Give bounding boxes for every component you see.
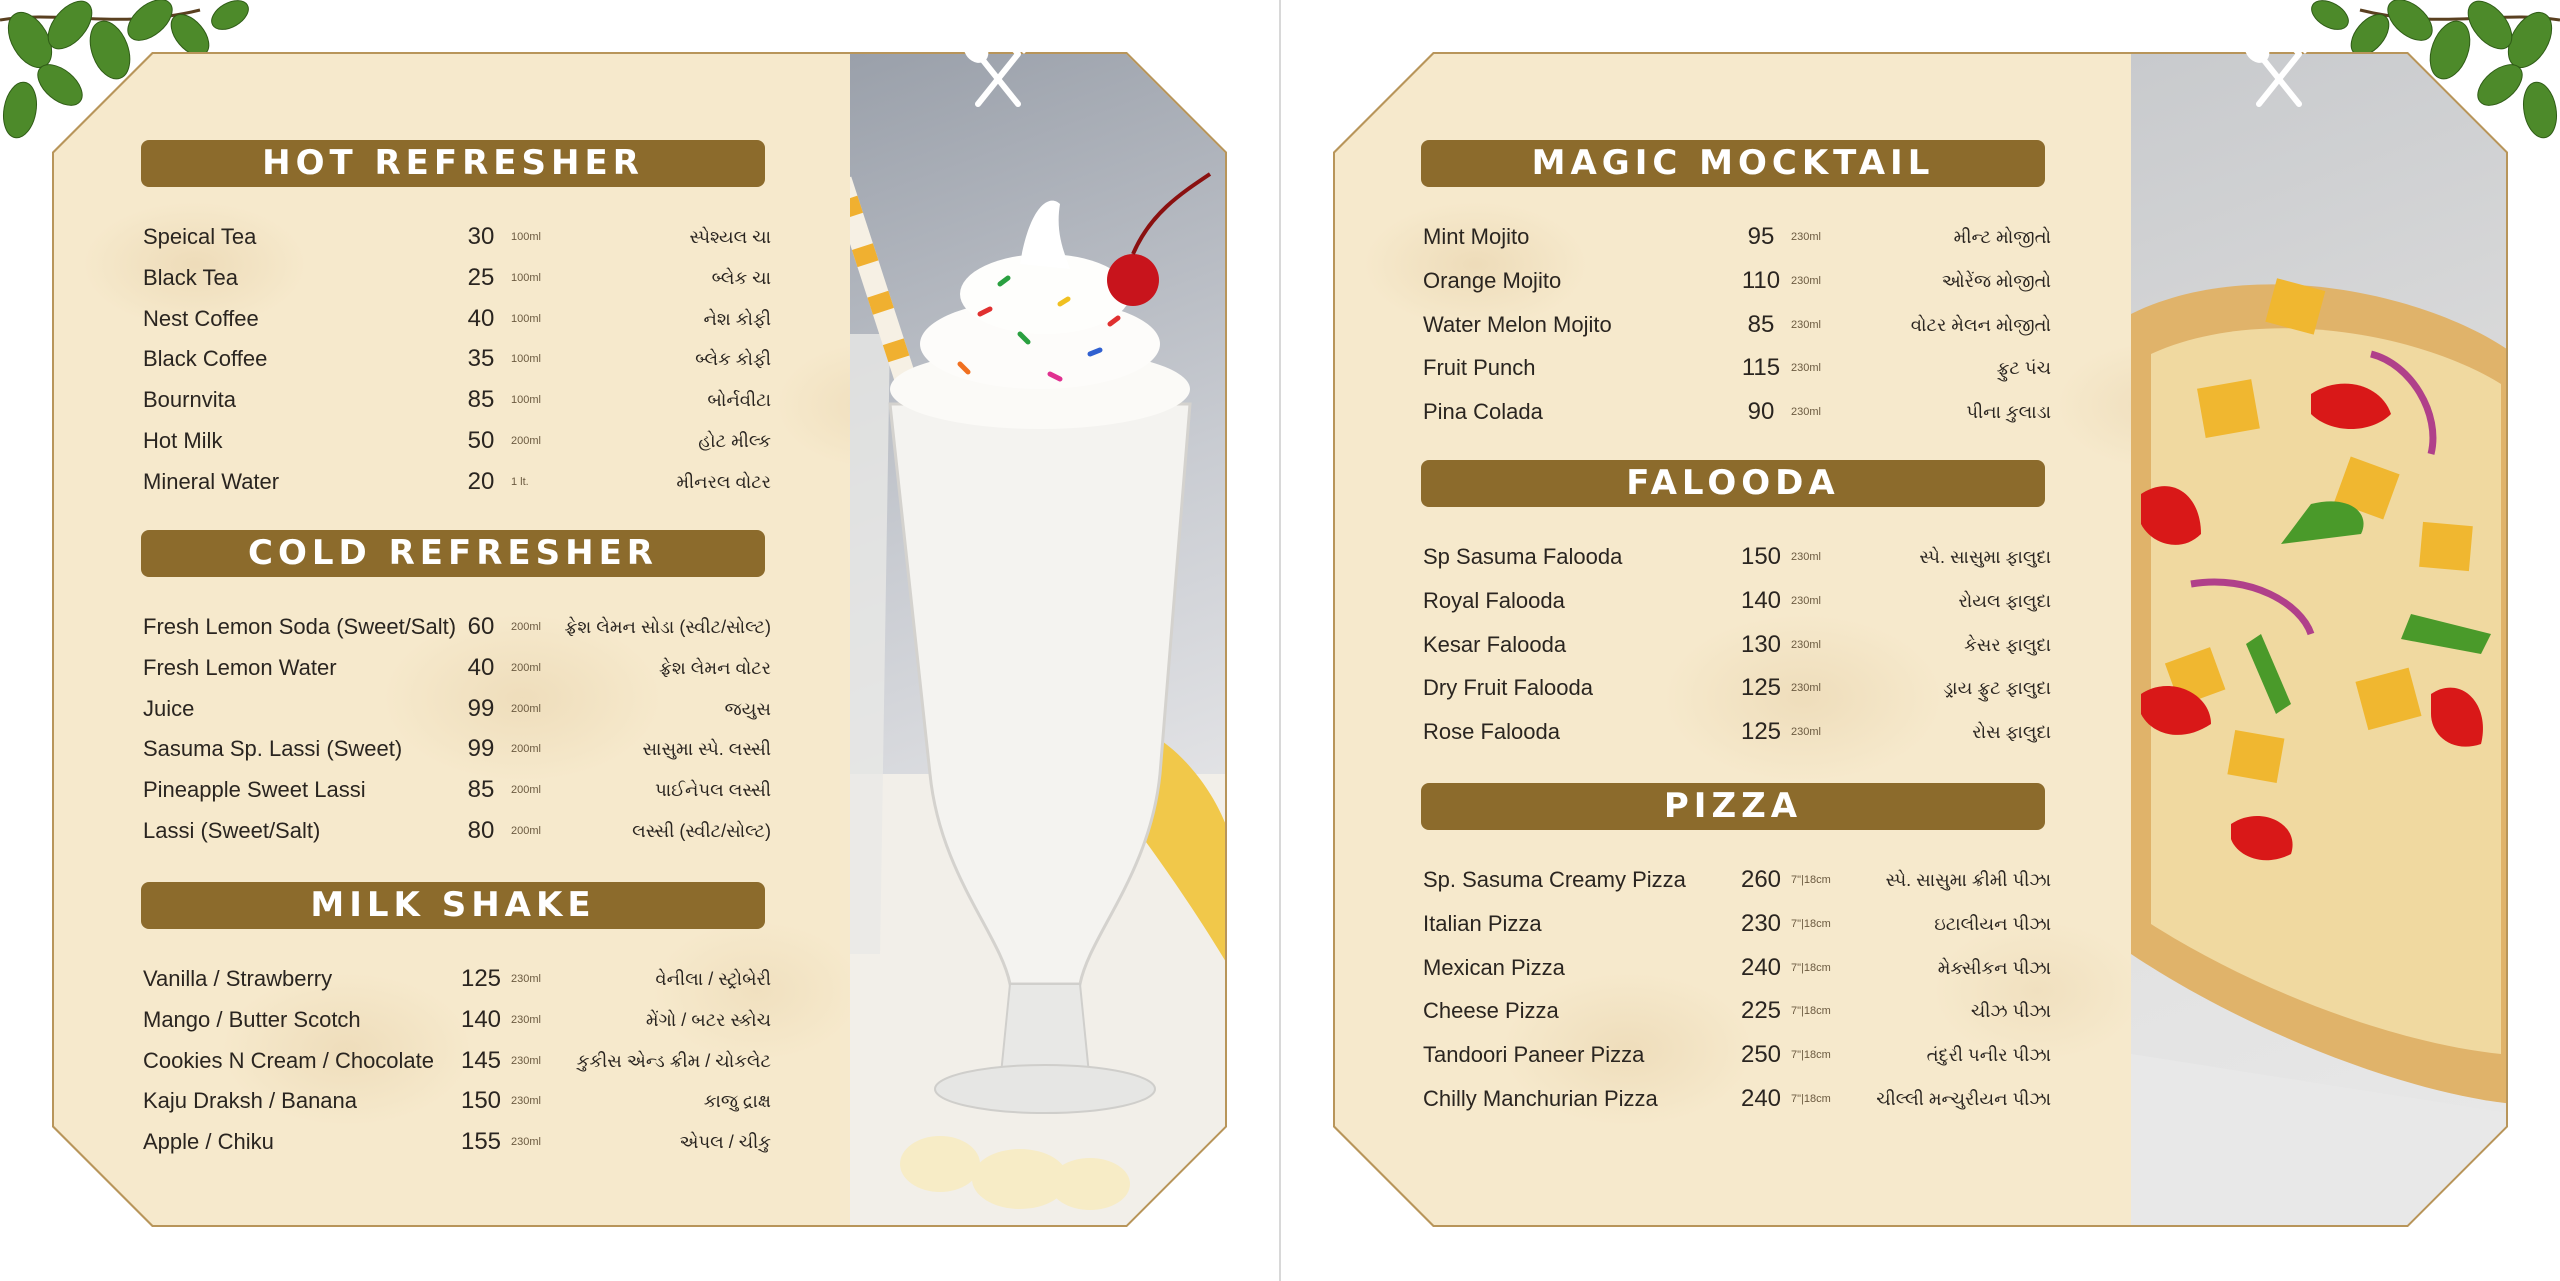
- menu-item: [141, 963, 771, 1004]
- item-name-gujarati: બ્લેક ચા: [711, 267, 771, 288]
- menu-item: [1421, 995, 2051, 1039]
- menu-item: [1421, 672, 2051, 716]
- item-name: Black Coffee: [143, 346, 268, 372]
- item-name: Italian Pizza: [1423, 910, 1542, 936]
- item-price: 85: [467, 386, 495, 414]
- item-name: Royal Falooda: [1423, 587, 1565, 613]
- menu-item: [141, 1004, 771, 1045]
- magic-mocktail-list: [1421, 221, 2051, 440]
- item-quantity: 230ml: [1791, 274, 1821, 287]
- item-price: 20: [467, 467, 495, 495]
- menu-item: [141, 611, 771, 652]
- item-quantity: 230ml: [511, 1054, 541, 1067]
- menu-page-right: [1281, 0, 2560, 1281]
- item-quantity: 200ml: [511, 743, 541, 756]
- item-name-gujarati: હોટ મીલ્ક: [698, 430, 771, 451]
- item-name: Lassi (Sweet/Salt): [143, 817, 321, 843]
- menu-item: [1421, 309, 2051, 353]
- item-price: 60: [467, 613, 495, 640]
- item-quantity: 230ml: [511, 1013, 541, 1026]
- item-price: 240: [1740, 1084, 1782, 1112]
- item-quantity: 200ml: [511, 784, 541, 797]
- item-price: 110: [1741, 266, 1781, 294]
- item-price: 150: [1740, 543, 1782, 570]
- item-quantity: 200ml: [511, 621, 541, 633]
- item-name: Tandoori Paneer Pizza: [1423, 1042, 1645, 1068]
- menu-item: [141, 815, 771, 856]
- item-name-gujarati: પીના કુલાડા: [1966, 402, 2051, 423]
- item-quantity: 230ml: [1791, 638, 1821, 651]
- menu-item: [141, 343, 771, 384]
- menu-item: [141, 652, 771, 693]
- item-name-gujarati: મેક્સીકન પીઝા: [1937, 957, 2051, 978]
- section-header-pizza: PIZZA: [1421, 783, 2045, 830]
- menu-item: [1421, 541, 2051, 585]
- item-price: 50: [467, 426, 495, 454]
- item-name: Sp Sasuma Falooda: [1423, 544, 1623, 569]
- item-price: 130: [1740, 630, 1782, 658]
- item-price: 99: [467, 735, 495, 763]
- item-name-gujarati: ઇટાલીયન પીઝા: [1934, 913, 2051, 934]
- item-name: Fruit Punch: [1423, 355, 1536, 381]
- milk-shake-list: [141, 963, 771, 1167]
- milkshake-photo: [850, 54, 1225, 1225]
- item-name-gujarati: ચીલ્લી મન્ચુરીયન પીઝા: [1876, 1088, 2051, 1109]
- item-name: Apple / Chiku: [143, 1129, 274, 1155]
- item-quantity: 7"|18cm: [1791, 1005, 1831, 1018]
- item-quantity: 100ml: [511, 271, 541, 284]
- item-name-gujarati: સ્પે. સાસુમા ફાલુદા: [1919, 547, 2051, 567]
- menu-item: [1421, 716, 2051, 760]
- item-name-gujarati: બોર્નવીટા: [707, 390, 771, 411]
- item-price: 99: [467, 694, 495, 722]
- item-name-gujarati: સ્પે. સાસુમા ક્રીમી પીઝા: [1885, 870, 2051, 890]
- item-quantity: 230ml: [1791, 682, 1821, 695]
- item-name-gujarati: વેનીલા / સ્ટ્રોબેરી: [655, 969, 771, 989]
- item-price: 140: [1740, 586, 1782, 614]
- item-price: 140: [460, 1005, 502, 1033]
- item-quantity: 230ml: [1791, 362, 1821, 375]
- item-price: 95: [1747, 223, 1775, 250]
- item-price: 90: [1747, 398, 1775, 426]
- item-name: Speical Tea: [143, 224, 257, 249]
- item-quantity: 7"|18cm: [1791, 1049, 1831, 1062]
- item-name-gujarati: જયુસ: [724, 698, 771, 719]
- item-quantity: 230ml: [1791, 726, 1821, 739]
- item-name-gujarati: સ્પેશ્યલ ચા: [689, 227, 771, 247]
- item-name-gujarati: સાસુમા સ્પે. લસ્સી: [642, 739, 771, 760]
- item-quantity: 230ml: [511, 1136, 541, 1149]
- hot-refresher-list: [141, 221, 771, 507]
- pizza-list: [1421, 864, 2051, 1127]
- item-name-gujarati: કાજુ દ્રાક્ષ: [703, 1091, 771, 1112]
- item-name: Bournvita: [143, 387, 236, 413]
- item-quantity: 200ml: [511, 434, 541, 447]
- item-name-gujarati: મીનરલ વોટર: [676, 471, 771, 492]
- item-quantity: 230ml: [1791, 594, 1821, 607]
- item-price: 230: [1740, 909, 1782, 937]
- item-name-gujarati: કેસર ફાલુદા: [1964, 634, 2051, 655]
- item-name-gujarati: તંદુરી પનીર પીઝા: [1926, 1045, 2051, 1066]
- menu-item: [1421, 864, 2051, 908]
- item-name: Mint Mojito: [1423, 224, 1530, 249]
- item-name: Pineapple Sweet Lassi: [143, 777, 366, 803]
- menu-item: [1421, 396, 2051, 440]
- item-price: 250: [1740, 1041, 1782, 1069]
- item-quantity: 7"|18cm: [1791, 874, 1831, 886]
- fork-and-spoon-icon: [958, 34, 1038, 124]
- item-name: Sp. Sasuma Creamy Pizza: [1423, 867, 1686, 892]
- item-quantity: 200ml: [511, 824, 541, 837]
- menu-item: [1421, 1039, 2051, 1083]
- item-name-gujarati: ડ્રાય ફ્રુટ ફાલુદા: [1943, 678, 2051, 699]
- item-quantity: 200ml: [511, 702, 541, 715]
- fork-and-spoon-icon: [2239, 34, 2319, 124]
- item-name: Fresh Lemon Soda (Sweet/Salt): [143, 614, 457, 639]
- item-quantity: 200ml: [511, 661, 541, 674]
- item-quantity: 230ml: [1791, 551, 1821, 563]
- item-name: Rose Falooda: [1423, 719, 1560, 745]
- item-quantity: 230ml: [1791, 231, 1821, 243]
- item-price: 25: [467, 263, 495, 291]
- item-name: Vanilla / Strawberry: [143, 966, 333, 991]
- item-quantity: 1 lt.: [511, 475, 529, 488]
- item-quantity: 7"|18cm: [1791, 961, 1831, 974]
- milkshake-illustration: [850, 54, 1225, 1225]
- menu-item: [141, 303, 771, 344]
- item-price: 40: [467, 653, 495, 681]
- menu-item: [141, 693, 771, 734]
- item-price: 125: [460, 965, 502, 992]
- item-price: 40: [467, 304, 495, 332]
- item-name-gujarati: નેશ કોફી: [703, 308, 771, 329]
- section-header-falooda: FALOODA: [1421, 460, 2045, 507]
- menu-item: [1421, 1083, 2051, 1127]
- item-quantity: 230ml: [1791, 406, 1821, 419]
- menu-item: [141, 425, 771, 466]
- menu-item: [1421, 352, 2051, 396]
- item-name-gujarati: રોસ ફાલુદા: [1972, 722, 2051, 743]
- menu-item: [1421, 908, 2051, 952]
- item-name: Cheese Pizza: [1423, 998, 1559, 1024]
- menu-item: [1421, 265, 2051, 309]
- item-name-gujarati: મીન્ટ મોજીતો: [1953, 227, 2051, 247]
- item-price: 150: [460, 1087, 502, 1115]
- item-quantity: 100ml: [511, 394, 541, 407]
- item-name: Orange Mojito: [1423, 267, 1562, 293]
- item-name: Pina Colada: [1423, 399, 1543, 425]
- item-quantity: 100ml: [511, 312, 541, 325]
- item-quantity: 230ml: [511, 973, 541, 985]
- item-quantity: 100ml: [511, 353, 541, 366]
- menu-item: [141, 1126, 771, 1167]
- item-name-gujarati: રોયલ ફાલુદા: [1958, 590, 2051, 611]
- menu-item: [141, 774, 771, 815]
- menu-item: [141, 221, 771, 262]
- cold-refresher-list: [141, 611, 771, 856]
- item-name: Dry Fruit Falooda: [1423, 675, 1593, 701]
- item-name-gujarati: ફ્રેશ લેમન વોટર: [659, 657, 771, 678]
- section-header-magic-mocktail: MAGIC MOCKTAIL: [1421, 140, 2045, 187]
- falooda-list: [1421, 541, 2051, 760]
- item-name: Water Melon Mojito: [1423, 311, 1612, 337]
- section-header-hot-refresher: HOT REFRESHER: [141, 140, 765, 187]
- item-name-gujarati: ફ્રુટ પંચ: [1996, 358, 2051, 379]
- item-price: 30: [467, 223, 495, 250]
- menu-item: [141, 466, 771, 507]
- menu-item: [141, 733, 771, 774]
- item-price: 125: [1740, 718, 1782, 746]
- item-price: 115: [1741, 354, 1781, 382]
- item-name-gujarati: પાઈનેપલ લસ્સી: [655, 780, 771, 801]
- item-name: Mexican Pizza: [1423, 954, 1565, 980]
- item-quantity: 100ml: [511, 231, 541, 243]
- item-name-gujarati: વોટર મેલન મોજીતો: [1910, 314, 2051, 335]
- menu-item: [141, 384, 771, 425]
- item-quantity: 7"|18cm: [1791, 1092, 1831, 1105]
- menu-item: [1421, 952, 2051, 996]
- pizza-photo: [2131, 54, 2506, 1225]
- item-name: Fresh Lemon Water: [143, 654, 337, 680]
- item-name: Black Tea: [143, 264, 238, 290]
- menu-item: [141, 1085, 771, 1126]
- item-name-gujarati: એપલ / ચીકુ: [679, 1132, 771, 1153]
- item-name: Kesar Falooda: [1423, 631, 1567, 657]
- item-name: Kaju Draksh / Banana: [143, 1088, 358, 1114]
- item-quantity: 230ml: [1791, 318, 1821, 331]
- item-name-gujarati: બ્લેક કોફી: [695, 349, 771, 370]
- menu-item: [1421, 629, 2051, 673]
- section-header-milk-shake: MILK SHAKE: [141, 882, 765, 929]
- item-price: 155: [460, 1128, 502, 1156]
- item-name: Mineral Water: [143, 468, 280, 494]
- menu-item: [1421, 221, 2051, 265]
- menu-page-left: [0, 0, 1279, 1281]
- item-price: 85: [467, 776, 495, 804]
- item-name: Nest Coffee: [143, 305, 259, 331]
- item-name: Chilly Manchurian Pizza: [1423, 1085, 1658, 1111]
- item-name-gujarati: ચીઝ પીઝા: [1970, 1001, 2051, 1022]
- item-price: 125: [1740, 674, 1782, 702]
- item-price: 240: [1740, 953, 1782, 981]
- menu-item: [141, 1045, 771, 1086]
- item-price: 80: [467, 816, 495, 844]
- item-price: 260: [1740, 866, 1782, 893]
- pizza-illustration: [2131, 54, 2506, 1225]
- item-name: Mango / Butter Scotch: [143, 1006, 361, 1032]
- item-quantity: 7"|18cm: [1791, 917, 1831, 930]
- item-name-gujarati: ઓરેંજ મોજીતો: [1941, 270, 2051, 291]
- menu-item: [1421, 585, 2051, 629]
- item-name-gujarati: કુકીસ એન્ડ ક્રીમ / ચોકલેટ: [576, 1050, 771, 1071]
- item-quantity: 230ml: [511, 1095, 541, 1108]
- item-name: Juice: [143, 695, 195, 721]
- section-header-cold-refresher: COLD REFRESHER: [141, 530, 765, 577]
- item-name-gujarati: મેંગો / બટર સ્કોચ: [645, 1009, 771, 1030]
- item-name: Cookies N Cream / Chocolate: [143, 1047, 435, 1073]
- item-name-gujarati: ફ્રેશ લેમન સોડા (સ્વીટ/સોલ્ટ): [564, 617, 771, 637]
- item-price: 145: [460, 1046, 502, 1074]
- item-price: 35: [467, 345, 495, 373]
- item-name: Hot Milk: [143, 427, 223, 453]
- menu-item: [141, 262, 771, 303]
- item-price: 225: [1740, 997, 1782, 1025]
- item-price: 85: [1747, 310, 1775, 338]
- item-name-gujarati: લસ્સી (સ્વીટ/સોલ્ટ): [632, 820, 771, 841]
- item-name: Sasuma Sp. Lassi (Sweet): [143, 736, 403, 762]
